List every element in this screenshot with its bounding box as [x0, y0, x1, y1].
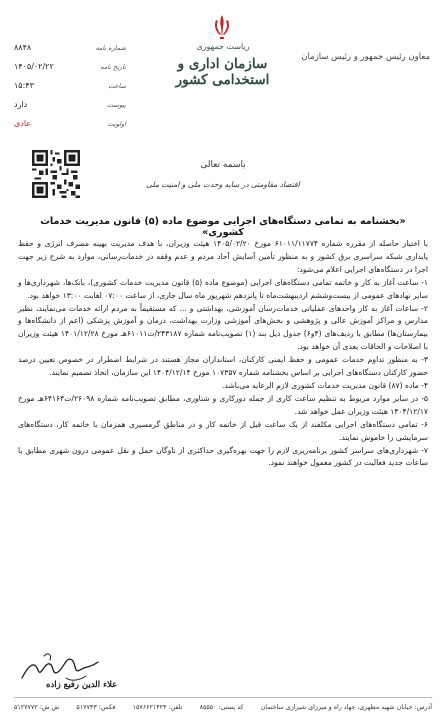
body-paragraph-7: ۷- شهرداری‌های سراسر کشور برنامه‌ریزی لازم را جهت بهره‌گیری حداکثری از ناوگان حمل و نقل عمومی درون شهری مطابق با ساعات جدید فعالیت در کشور معمول خواهند نمود. — [18, 445, 428, 468]
footer-phone: تلفن: ۱۵۷۶۶۲۱۴۲۳ — [132, 703, 183, 711]
letter-number: ۸۸۴۸ — [14, 43, 32, 52]
letter-metadata — [14, 38, 126, 133]
iran-emblem-icon — [212, 14, 232, 40]
footer-extra: ش ش: ۵۱۲۷۷۷۲ — [14, 703, 60, 711]
meta-label: تاریخ نامه — [100, 62, 126, 71]
signer-name: علاء الدین رفیع زاده — [46, 680, 118, 690]
meta-label: ساعت — [108, 81, 126, 90]
organization-name: سازمان اداری و استخدامی کشور — [175, 56, 270, 88]
letter-body — [18, 238, 428, 470]
qr-code-icon — [32, 150, 80, 198]
year-motto: اقتصاد مقاومتی در سایه وحدت ملی و امنیت ملی — [146, 180, 300, 189]
footer-fax: فکس: ۵۱۷۷۳۳ — [76, 703, 116, 711]
ministry-name: ریاست جمهوری — [196, 42, 250, 51]
body-paragraph-6: ۶- تمامی دستگاه‌های اجرایی مکلفند از یک ساعت قبل از خاتمه کار و در مناطق گرمسیری همزمان با خاتمه کار، دستگاه‌های سرمایشی را خاموش نمایند. — [18, 419, 428, 442]
body-paragraph-intro: با اختیار حاصله از مقرره شماره ۶۱۰۱۱/۱۱۷۷۴ مورخ ۱۴۰۵/۰۲/۲۰ هیئت وزیران، با هدف مدیریت بهینه مصرف انرژی و حفظ پایداری شبکه سراسری برق کشور و به منظور تأمین آسایش آحاد مردم و عدم وقفه در خدمات‌رسانی، موارد به شرح زیر جهت اجرا در دستگاه‌های اجرایی اعلام می‌شود: — [18, 239, 429, 274]
circular-title: «بخشنامه به تمامی دستگاه‌های اجرایی موضوع ماده (۵) قانون مدیریت خدمات کشوری» — [40, 216, 406, 238]
footer-address: آدرس: خیابان شهید مطهری، جهاد راه و میرزای شیرازی ساختمان — [260, 703, 432, 711]
footer-postal-code: کد پستی: ۸۵۵۵۰ — [199, 703, 244, 711]
meta-label: پیوست — [107, 100, 126, 109]
meta-label: اولویت — [107, 119, 126, 128]
meta-row-date — [14, 57, 126, 76]
bismillah-heading: باسمه تعالی — [200, 160, 246, 170]
body-paragraph-5: ۵- در سایر موارد مربوط به تنظیم ساعت کاری از جمله دورکاری و شناوری، مطابق تصویب‌نامه شماره ۲۶۰۹۸/ت۶۴۱۶۴هـ مورخ ۱۴۰۴/۱۲/۱۷ هیئت وزیران عمل خواهد شد. — [18, 393, 428, 416]
meta-row-attachment — [14, 95, 126, 114]
body-paragraph-3: ۳- به منظور تداوم خدمات عمومی و حفظ ایمنی کارکنان، استانداران مجاز هستند در شرایط اضطرار در خصوص تعیین درصد حضور کارکنان دستگاه‌های اجرایی بر اساس بخشنامه شماره ۱۰۷۳۵۷ مورخ ۱۴۰۴/۱۲/۱۴ این سازمان، اتخاذ تصمیم نمایند. — [18, 355, 428, 378]
meta-label: شماره نامه — [95, 43, 126, 52]
letter-date: ۱۴۰۵/۰۲/۲۲ — [14, 62, 54, 71]
attachment-status: دارد — [14, 100, 28, 109]
body-paragraph-4: ۴- ماده (۸۷) قانون مدیریت خدمات کشوری لازم الرعایه می‌باشد. — [222, 380, 428, 390]
letter-time: ۱۵:۴۳ — [14, 81, 34, 90]
meta-row-time — [14, 76, 126, 95]
letter-footer — [14, 700, 432, 714]
priority-badge: عادی — [14, 119, 32, 128]
meta-row-number — [14, 38, 126, 57]
meta-row-priority — [14, 114, 126, 133]
body-paragraph-1: ۱- ساعت آغاز به کار و خاتمه تمامی دستگاه‌های اجرایی (موضوع ماده (۵) قانون مدیریت خدمات کشوری)، بانک‌ها، شهرداری‌ها و سایر نهادهای عمومی از بیست‌وششم اردیبهشت‌ماه تا پانزدهم شهریور ماه سال جاری، از ساعت ۰۷:۰۰ لغایت ۱۳:۰۰ خواهد بود. — [18, 277, 428, 300]
footer-divider — [14, 697, 432, 698]
vice-president-title: معاون رئیس جمهور و رئیس سازمان — [301, 52, 430, 62]
body-paragraph-2: ۲- ساعات آغاز به کار واحدهای عملیاتی خدمات‌رسان آموزشی، بهداشتی و ... که مستقیماً به مردم ارائه خدمات می‌نمایند، نظیر مدارس و مراکز آموزش عالی و پژوهشی و بخش‌های آموزشی وزارت بهداشت، درمان و آموزش پزشکی (اعم از دانشگاه‌ها و بیمارستان‌ها) مطابق با ردیف‌های (۴و۶) جدول ذیل بند (۱) تصویب‌نامه شماره ۲۴۳۱۸۷/ت۶۱۰۱۱هـ مورخ ۱۴۰۱/۱۲/۲۸ هیئت وزیران با اصلاحات و الحاقات بعدی آن خواهد بود. — [18, 303, 428, 352]
